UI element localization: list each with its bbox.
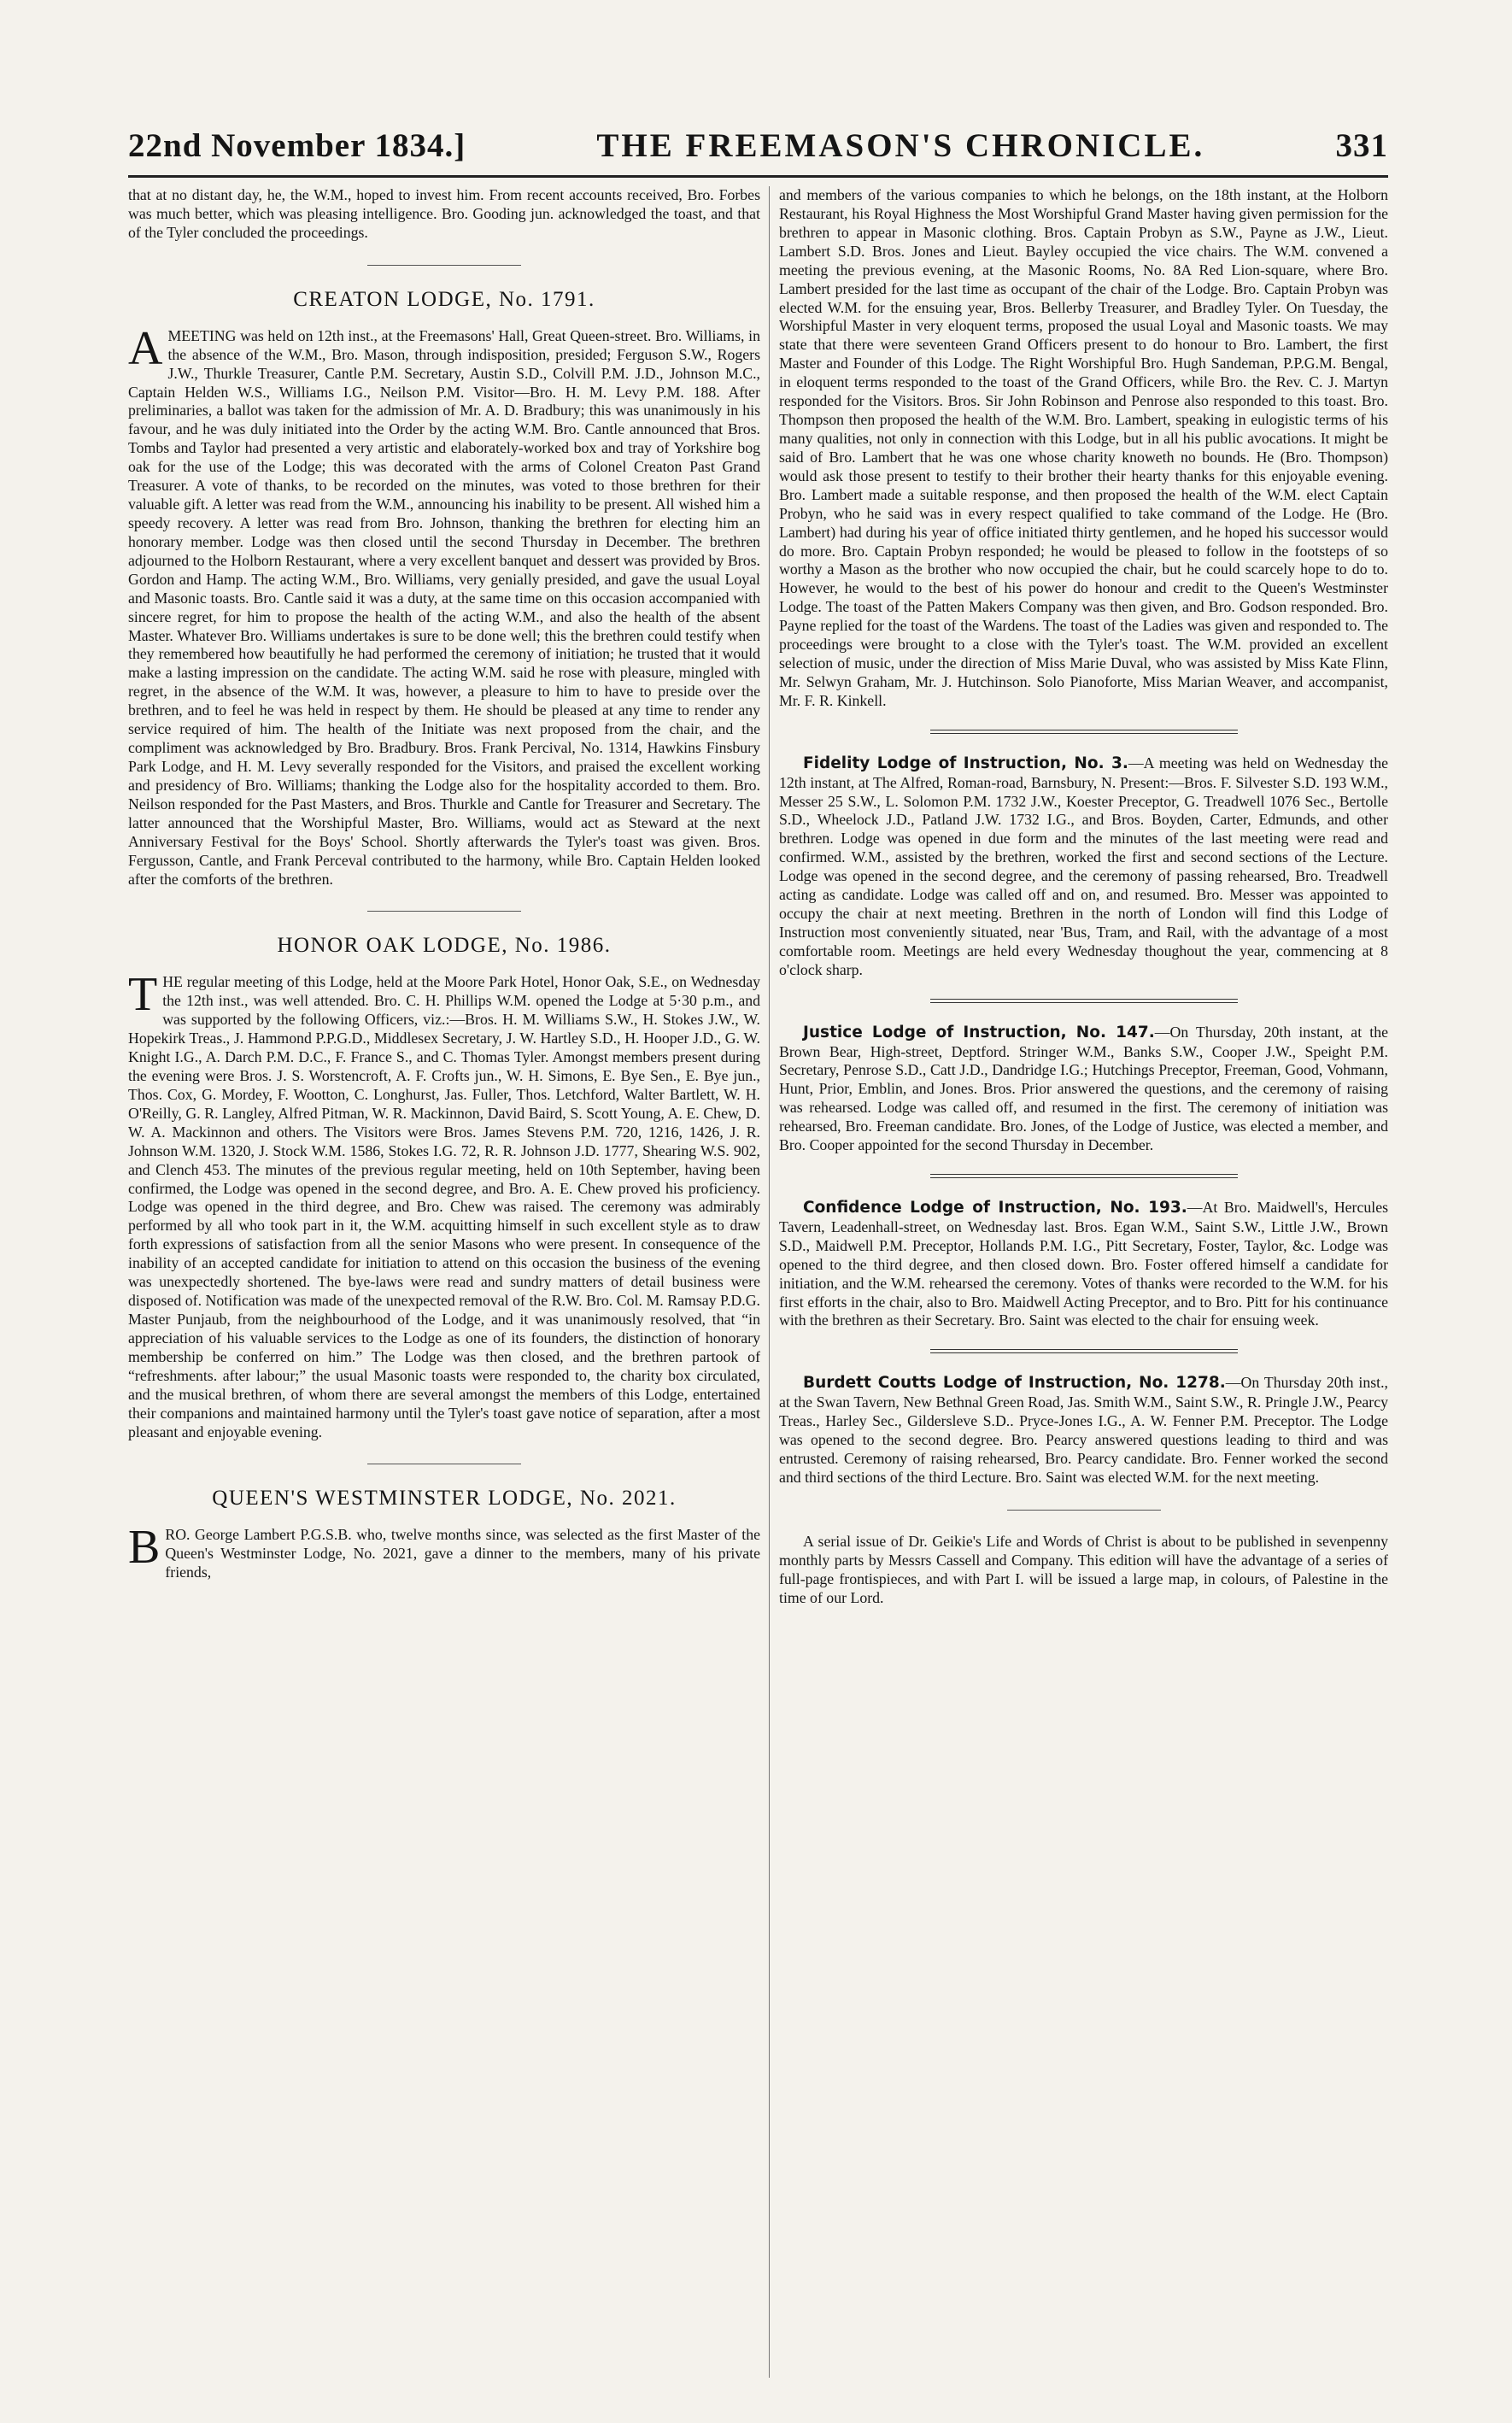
left-column	[128, 186, 760, 2399]
burdett-coutts-paragraph	[779, 1374, 1388, 1487]
burdett-coutts-lead: Burdett Coutts Lodge of Instruction, No. 1278.	[803, 1374, 1226, 1393]
section-rule	[367, 911, 521, 912]
section-double-rule	[930, 730, 1238, 734]
honor-oak-body: THE regular meeting of this Lodge, held at the Moore Park Hotel, Honor Oak, S.E., on Wednesday the 12th inst., was well attended. Bro. C. H. Phillips W.M. opened the Lodge at 5·30 p.m., and was supported by the following Officers, viz.:—Bros. H. M. Williams S.W., H. Stokes J.W., W. Hopekirk Treas., J. Hammond P.P.G.D., Middlesex Secretary, J. W. Hartley S.D., H. Hooper J.D., G. W. Knight I.G., A. Darch P.M. D.C., F. France S., and C. Thomas Tyler. Amongst members present during the evening were Bros. J. S. Worstencroft, A. F. Crofts jun., W. H. Simons, E. Bye Sen., E. Bye jun., Thos. Cox, G. Mordey, F. Wootton, C. Longhurst, Jas. Fuller, Thos. Letchford, Walter Bartlett, W. H. O'Reilly, G. R. Langley, Alfred Pitman, W. R. Mackinnon, David Baird, S. Scott Young, A. E. Chew, D. W. A. Mackinnon and others. The Visitors were Bros. James Stevens P.M. 720, 1216, 1426, J. R. Johnson W.M. 1320, J. Stock W.M. 1586, Stokes I.G. 72, R. R. Johnson J.D. 1777, Shearing W.S. 902, and Clench 453. The minutes of the previous regular meeting, held on 10th September, having been confirmed, the Lodge was opened in the second degree, and Bro. A. E. Chew proved his proficiency. Lodge was opened in the third degree, and Bro. Chew was raised. The ceremony was admirably performed by all who took part in it, the W.M. acquitting himself in such excellent style as to draw forth expressions of satisfaction from all the senior Masons who were present. In consequence of the inability of an accepted candidate for initiation to attend on this occasion the business of the evening was unexpectedly shortened. The bye-laws were read and sundry matters of detail business were disposed of. Notification was made of the unexpected removal of the R.W. Bro. Col. M. Ramsay P.D.G. Master Punjaub, from the neighbourhood of the Lodge, and it was unanimously resolved, that “in appreciation of his valuable services to the Lodge as one of its founders, the distinction of honorary membership be conferred on him.” The Lodge was then closed, and the brethren partook of “refreshments. after labour;” the usual Masonic toasts were responded to, the charity box circulated, and the musical brethren, of whom there are several amongst the members of this Lodge, entertained their companions and maintained harmony until the Tyler's toast gave notice of separation, after a most pleasant and enjoyable evening.	[128, 968, 760, 1440]
confidence-lead: Confidence Lodge of Instruction, No. 193.	[803, 1199, 1187, 1217]
burdett-coutts-body: —On Thursday 20th inst., at the Swan Tavern, New Bethnal Green Road, Jas. Smith W.M., Saint S.W., R. Pringle J.W., Pearcy Treas., Harley Sec., Gildersleve S.D.. Pryce-Jones I.G., A. W. Fenner P.M. Preceptor. The Lodge was opened to the second degree. Bro. Pearcy answered questions leading to third and was entrusted. Ceremony of raising rehearsed, Bro. Pearcy candidate. Bro. Fenner worked the second and third sections of the third Lecture. Bro. Saint was elected W.M. for the next meeting.	[779, 1374, 1388, 1486]
section-rule	[367, 265, 521, 266]
right-column	[779, 186, 1388, 2399]
fidelity-body: —A meeting was held on Wednesday the 12th instant, at The Alfred, Roman-road, Barnsbury, N. Present:—Bros. F. Silvester S.D. 193 W.M., Messer 25 S.W., L. Solomon P.M. 1732 J.W., Koester Preceptor, G. Treadwell 1076 Sec., Bertolle S.D., Wheelock J.D., Patland J.W. 1732 I.G., and Bros. Boyden, Carter, Edmunds, and other brethren. Lodge was opened in due form and the minutes of the last meeting were read and confirmed. W.M., assisted by the brethren, worked the first and second sections of the Lecture. Lodge was opened in the second degree, and the ceremony of passing rehearsed, Bro. Treadwell acting as candidate. Lodge was called off and on, and resumed. Bro. Messer was appointed to occupy the chair at next meeting. Brethren in the north of London will find this Lodge of Instruction most conveniently situated, near 'Bus, Tram, and Rail, with the advantage of a most comfortable room. Meetings are held every Wednesday thoughout the year, commencing at 8 o'clock sharp.	[779, 754, 1388, 978]
justice-paragraph	[779, 1024, 1388, 1155]
section-double-rule	[930, 1174, 1238, 1178]
section-rule	[1007, 1510, 1161, 1511]
creaton-body: AMEETING was held on 12th inst., at the Freemasons' Hall, Great Queen-street. Bro. Williams, in the absence of the W.M., Bro. Mason, through indisposition, presided; Ferguson S.W., Rogers J.W., Thurkle Treasurer, Cantle P.M. Secretary, Austin S.D., Colvill P.M. J.D., Johnson M.C., Captain Helden W.S., Williams I.G., Neilson P.M. Visitor—Bro. H. M. Levy P.M. 188. After preliminaries, a ballot was taken for the admission of Mr. A. D. Bradbury; this was unanimously in his favour, and he was duly initiated into the Order by the acting W.M. Bro. Cantle announced that Bros. Tombs and Taylor had presented a very artistic and elaborately-worked box and tray of Yorkshire bog oak for the use of the Lodge; this was decorated with the arms of Colonel Creaton Past Grand Treasurer. A vote of thanks, to be recorded on the minutes, was voted to those brethren for their valuable gift. A letter was read from the W.M., announcing his inability to be present. All wished him a speedy recovery. A letter was read from Bro. Johnson, thanking the brethren for electing him an honorary member. Lodge was then closed until the second Thursday in December. The brethren adjourned to the Holborn Restaurant, where a very excellent banquet and dessert was provided by Bros. Gordon and Hamp. The acting W.M., Bro. Williams, very genially presided, and gave the usual Loyal and Masonic toasts. Bro. Cantle said it was a duty, at the same time on this occasion accompanied with sincere regret, for him to propose the health of the acting W.M., and also the health of the absent Master. Whatever Bro. Williams undertakes is sure to be done well; this the brethren could testify when they remembered how beautifully he had performed the ceremony of initiation; he trusted that it would make a lasting impression on the candidate. The acting W.M. said he rose with pleasure, mingled with regret, in the absence of the W.M. It was, however, a pleasure to him to have to preside over the brethren, and to feel he was held in respect by them. He should be pleased at any time to render any service required of him. The health of the Initiate was next proposed from the chair, and the compliment was acknowledged by Bro. Bradbury. Bros. Frank Percival, No. 1314, Hawkins Finsbury Park Lodge, and H. M. Levy severally responded for the Visitors, and praised the excellent working and presidency of Bro. Williams; thanking the Lodge also for the hospitality accorded to them. Bro. Neilson responded for the Past Masters, and Bros. Thurkle and Cantle for Treasurer and Secretary. The latter announced that the Worshipful Master, Bro. Williams, would act as Steward at the next Anniversary Festival for the Boys' School. Shortly afterwards the Tyler's toast was given. Bros. Fergusson, Cantle, and Frank Perceval contributed to the harmony, while Bro. Captain Helden looked after the comforts of the brethren.	[128, 321, 760, 888]
publication-title: THE FREEMASON'S CHRONICLE.	[596, 127, 1205, 164]
issue-date: 22nd November 1834.]	[128, 127, 466, 164]
fidelity-lead: Fidelity Lodge of Instruction, No. 3.	[803, 754, 1128, 772]
justice-lead: Justice Lodge of Instruction, No. 147.	[803, 1023, 1155, 1041]
page-number: 331	[1335, 127, 1388, 164]
masthead	[128, 126, 1388, 165]
confidence-body: —At Bro. Maidwell's, Hercules Tavern, Leadenhall-street, on Wednesday last. Bros. Egan W.M., Saint S.W., Little J.W., Brown S.D., Maidwell P.M. Preceptor, Hollands P.M. I.G., Pitt Secretary, Foster, Taylor, &c. Lodge was opened to the third degree, and then closed down. Bro. Foster offered himself a candidate for initiation, and the W.M. rehearsed the ceremony. Votes of thanks were recorded to the W.M. for his first efforts in the chair, also to Bro. Maidwell Acting Preceptor, and to Bro. Pitt for his continuance with the brethren as their Secretary. Bro. Saint was elected to the chair for ensuing week.	[779, 1199, 1388, 1329]
masthead-rule	[128, 175, 1388, 178]
geikie-notice: A serial issue of Dr. Geikie's Life and Words of Christ is about to be published in sevenpenny monthly parts by Messrs Cassell and Company. This edition will have the advantage of a series of full-page frontispieces, and with Part I. will be issued a large map, in colours, of Palestine in the time of our Lord.	[779, 1532, 1388, 1606]
column-divider	[769, 186, 770, 2378]
section-double-rule	[930, 1349, 1238, 1353]
queens-westminster-heading: QUEEN'S WESTMINSTER LODGE, No. 2021.	[212, 1487, 677, 1511]
confidence-paragraph	[779, 1199, 1388, 1330]
fidelity-paragraph	[779, 754, 1388, 980]
section-double-rule	[930, 999, 1238, 1003]
intro-paragraph: that at no distant day, he, the W.M., hoped to invest him. From recent accounts received, Bro. Forbes was much better, which was pleasing intelligence. Bro. Gooding jun. acknowledged the toast, and that of the Tyler concluded the proceedings.	[128, 186, 760, 241]
queens-westminster-continued: and members of the various companies to which he belongs, on the 18th instant, at the Holborn Restaurant, his Royal Highness the Most Worshipful Grand Master having given permission for the brethren to appear in Masonic clothing. Bros. Captain Probyn as S.W., Payne as J.W., Lieut. Lambert S.D. Bros. Jones and Lieut. Bayley occupied the vice chairs. The W.M. convened a meeting the previous evening, at the Masonic Rooms, No. 8A Red Lion-square, where Bro. Lambert presided for the last time as occupant of the chair of the Lodge. Bro. Captain Probyn was elected W.M. for the ensuing year, Bros. Bellerby Treasurer, and Bradley Tyler. On Tuesday, the Worshipful Master in very eloquent terms, proposed the usual Loyal and Masonic toasts. We may state that there were seventeen Grand Officers present to do honour to Bro. Lambert, the first Master and Founder of this Lodge. The Right Worshipful Bro. Hugh Sandeman, P.P.G.M. Bengal, in eloquent terms responded to the toast of the Grand Officers, while Bro. the Rev. C. J. Martyn responded for the Visitors. Bros. Sir John Robinson and Penrose also responded to this toast. Bro. Thompson then proposed the health of the W.M. Bro. Lambert, speaking in eulogistic terms of his many qualities, not only in connection with this Lodge, but in all his public avocations. It might be said of Bro. Lambert that he was one whose charity knoweth no bounds. He (Bro. Thompson) would ask those present to testify to their brother their hearty thanks for this enjoyable evening. Bro. Lambert made a suitable response, and then proposed the health of the W.M. elect Captain Probyn, who he said was in every respect qualified to take command of the Lodge. He (Bro. Lambert) had during his year of office initiated thirty gentlemen, and he hoped his successor would do more. Bro. Captain Probyn responded; he would be pleased to follow in the footsteps of so worthy a Mason as the brother who now occupied the chair, but he could scarcely hope to do to. However, he would to the best of his power do honour and credit to the Queen's Westminster Lodge. The toast of the Patten Makers Company was then given, and Bro. Godson responded. Bro. Payne replied for the toast of the Wardens. The toast of the Ladies was given and responded to. The proceedings were brought to a close with the Tyler's toast. The W.M. provided an excellent selection of music, under the direction of Miss Marie Duval, who was assisted by Miss Kate Flinn, Mr. Selwyn Graham, Mr. J. Hutchinson. Solo Pianoforte, Miss Marian Weaver, and accompanist, Mr. F. R. Kinkell.	[779, 186, 1388, 709]
queens-westminster-body: BRO. George Lambert P.G.S.B. who, twelve months since, was selected as the first Master of the Queen's Westminster Lodge, No. 2021, gave a dinner to the members, many of his private friends,	[128, 1521, 760, 1581]
justice-body: —On Thursday, 20th instant, at the Brown Bear, High-street, Deptford. Stringer W.M., Banks S.W., Cooper J.W., Speight P.M. Secretary, Penrose S.D., Catt J.D., Dandridge I.G.; Hutchings Preceptor, Freeman, Good, Vohmann, Hunt, Prior, Emblin, and Jones. Bros. Prior answered the questions, and the ceremony of raising was rehearsed. Lodge was called off, and resumed in the first. The ceremony of initiation was rehearsed, Bro. Freeman candidate. Bro. Jones, of the Lodge of Justice, was elected a member, and Bro. Cooper appointed for the second Thursday in December.	[779, 1023, 1388, 1154]
creaton-heading: CREATON LODGE, No. 1791.	[293, 287, 595, 311]
honor-oak-heading: HONOR OAK LODGE, No. 1986.	[277, 934, 612, 958]
